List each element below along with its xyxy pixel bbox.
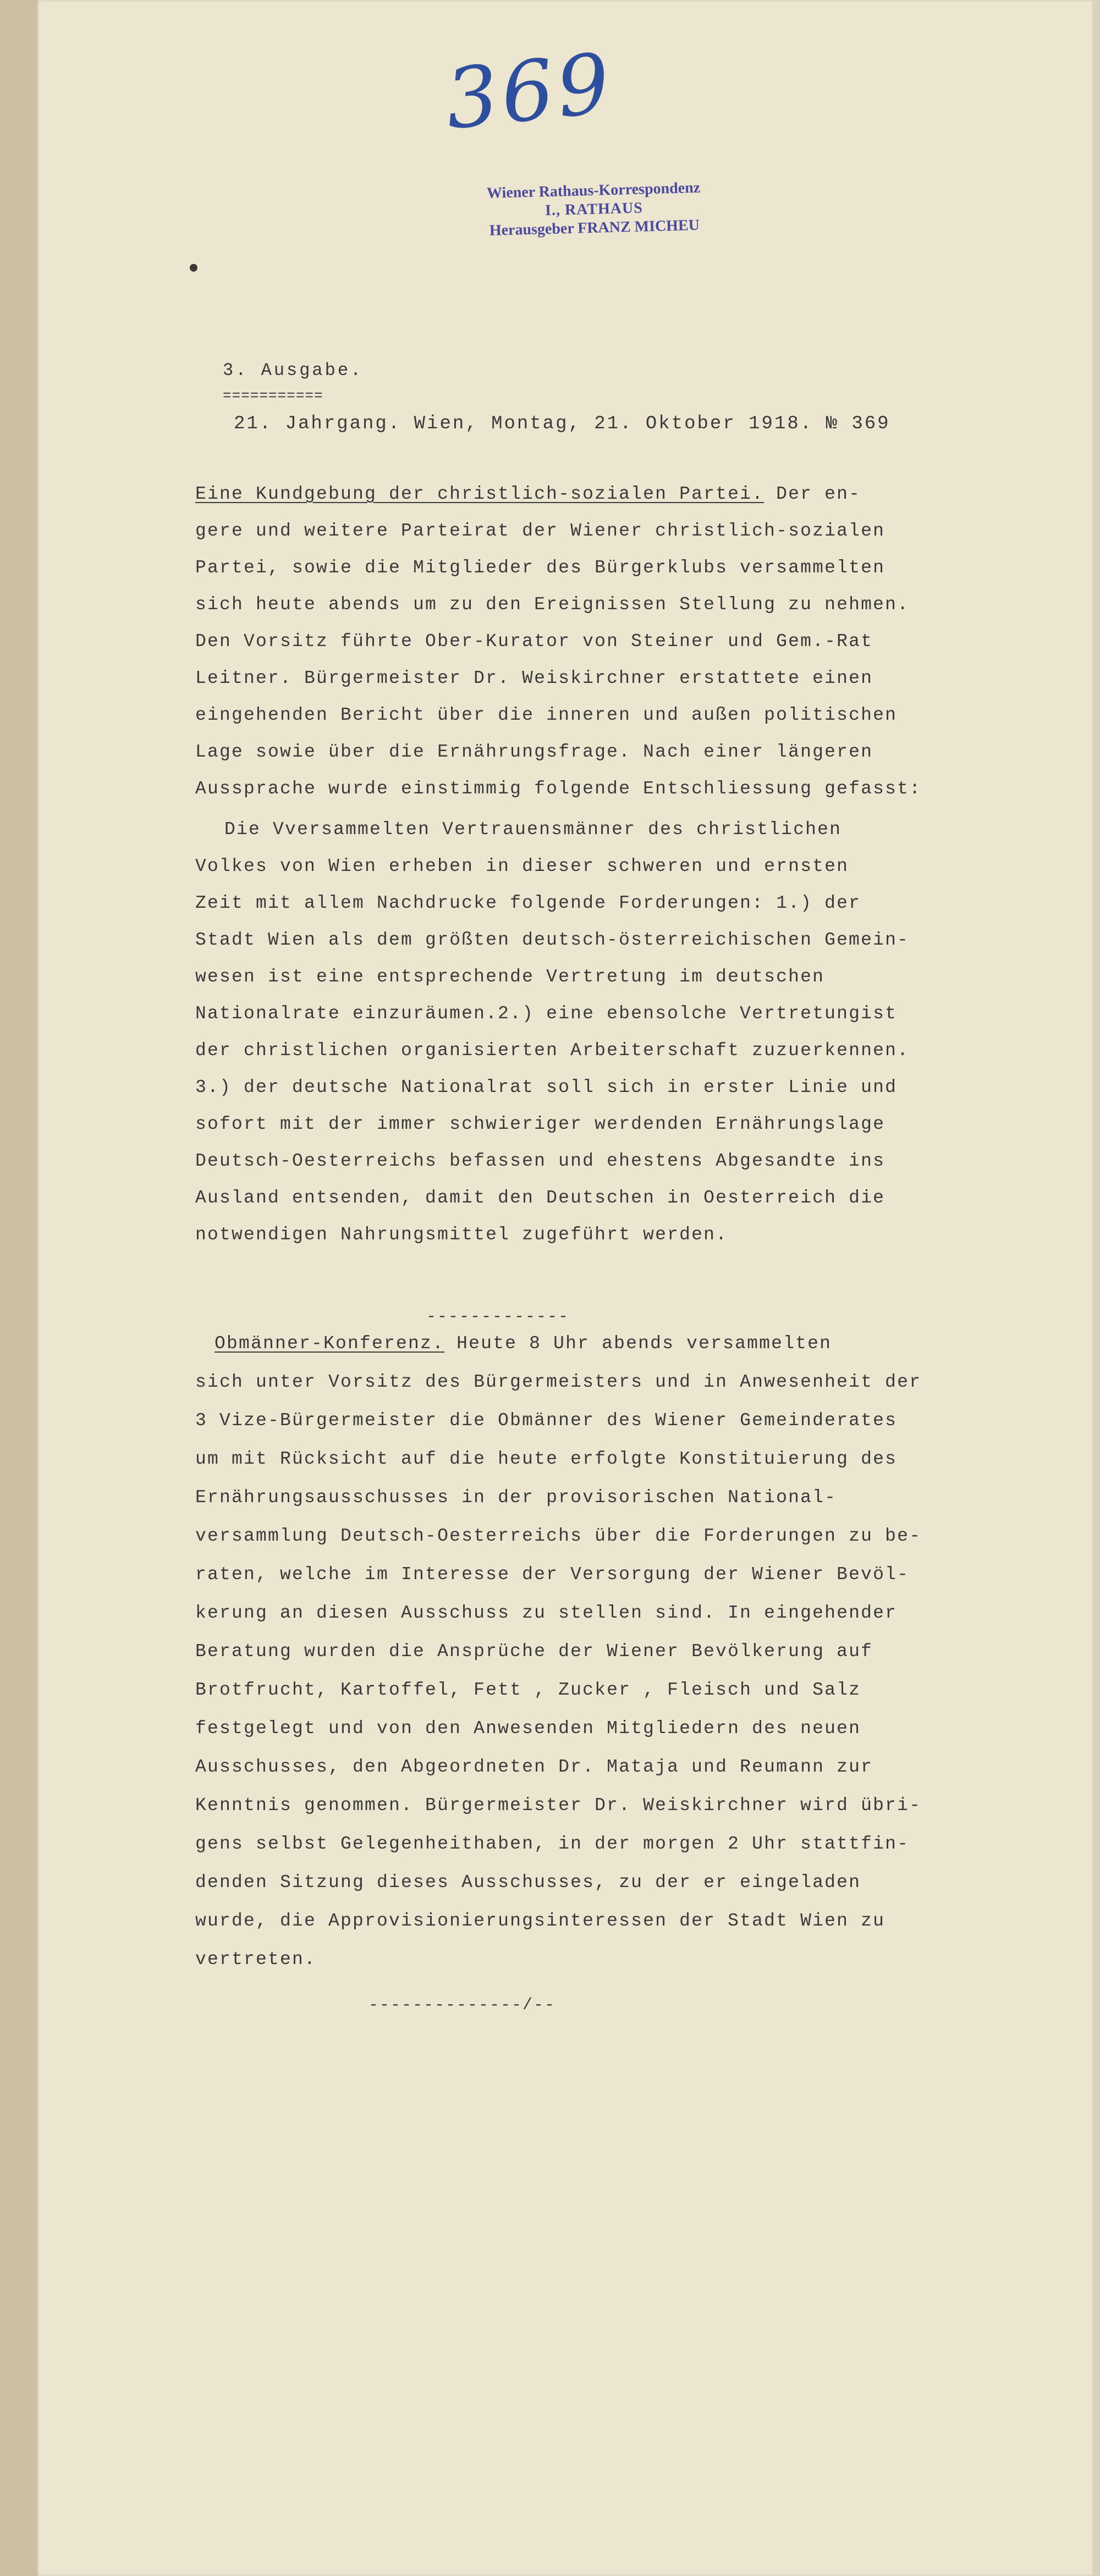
article2-line: vertreten. [195, 1949, 317, 1970]
section-separator: ------------- [426, 1308, 570, 1326]
article1-line: Den Vorsitz führte Ober-Kurator von Steiner und Gem.-Rat [195, 631, 873, 652]
article2-first-line-rest: Heute 8 Uhr abends versammelten [444, 1333, 832, 1354]
edition-underline: =========== [223, 388, 323, 404]
article1-line: eingehenden Bericht über die inneren und außen politischen [195, 705, 898, 725]
article1-line: sich heute abends um zu den Ereignissen Stellung zu nehmen. [195, 594, 910, 615]
article1-line: sofort mit der immer schwieriger werdenden Ernährungslage [195, 1114, 886, 1134]
article2-line: Kenntnis genommen. Bürgermeister Dr. Weiskirchner wird übri- [195, 1795, 922, 1816]
article1-first-line-rest: Der en- [764, 484, 861, 504]
article1-line: Deutsch-Oesterreichs befassen und ehestens Abgesandte ins [195, 1151, 886, 1171]
publisher-stamp [439, 178, 749, 242]
article2-line: Ernährungsausschusses in der provisorischen National- [195, 1487, 837, 1508]
article1-line: Stadt Wien als dem größten deutsch-österreichischen Gemein- [195, 930, 910, 950]
article1-line: wesen ist eine entsprechende Vertretung im deutschen [195, 967, 825, 987]
article1-first-line [195, 484, 861, 504]
article2-line: festgelegt und von den Anwesenden Mitgliedern des neuen [195, 1718, 861, 1739]
article2-line: sich unter Vorsitz des Bürgermeisters und in Anwesenheit der [195, 1372, 922, 1392]
article1-line: Leitner. Bürgermeister Dr. Weiskirchner erstattete einen [195, 668, 873, 688]
document-page [37, 0, 1093, 2576]
article1-line: Aussprache wurde einstimmig folgende Entschliessung gefasst: [195, 779, 922, 799]
dateline: 21. Jahrgang. Wien, Montag, 21. Oktober 1918. № 369 [234, 413, 890, 434]
end-separator: --------------/-- [369, 1996, 556, 2015]
article1-heading: Eine Kundgebung der christlich-sozialen Partei. [195, 484, 765, 504]
article1-line: Zeit mit allem Nachdrucke folgende Forderungen: 1.) der [195, 893, 861, 913]
article2-line: Brotfrucht, Kartoffel, Fett , Zucker , Fleisch und Salz [195, 1680, 861, 1700]
article1-line: notwendigen Nahrungsmittel zugeführt werden. [195, 1224, 728, 1245]
edition-label: 3. Ausgabe. [223, 360, 364, 380]
scan-background-strip [0, 0, 37, 2576]
article2-line: um mit Rücksicht auf die heute erfolgte Konstituierung des [195, 1449, 898, 1469]
article1-line: 3.) der deutsche Nationalrat soll sich in erster Linie und [195, 1077, 898, 1097]
article1-line: Nationalrate einzuräumen.2.) eine ebensolche Vertretungist [195, 1003, 898, 1024]
article2-line: kerung an diesen Ausschuss zu stellen sind. In eingehender [195, 1603, 898, 1623]
punch-hole-mark [190, 264, 197, 272]
article1-line: Volkes von Wien erheben in dieser schweren und ernsten [195, 856, 849, 876]
article2-heading: Obmänner-Konferenz. [215, 1333, 445, 1354]
stamp-line-1: Wiener Rathaus-Korrespondenz [486, 179, 701, 202]
article1-line: Ausland entsenden, damit den Deutschen in Oesterreich die [195, 1188, 886, 1208]
article1-line: gere und weitere Parteirat der Wiener christlich-sozialen [195, 521, 886, 541]
article2-line: wurde, die Approvisionierungsinteressen der Stadt Wien zu [195, 1911, 886, 1931]
article2-line: Ausschusses, den Abgeordneten Dr. Mataja und Reumann zur [195, 1757, 873, 1777]
article1-line: der christlichen organisierten Arbeiterschaft zuzuerkennen. [195, 1040, 910, 1061]
article1-line: Partei, sowie die Mitglieder des Bürgerklubs versammelten [195, 558, 886, 578]
article1-line: Lage sowie über die Ernährungsfrage. Nach einer längeren [195, 742, 873, 762]
article2-line: raten, welche im Interesse der Versorgung der Wiener Bevöl- [195, 1564, 910, 1585]
article2-line: gens selbst Gelegenheithaben, in der morgen 2 Uhr stattfin- [195, 1834, 910, 1854]
stamp-line-2: I., RATHAUS [544, 199, 644, 219]
stamp-line-3: Herausgeber FRANZ MICHEU [489, 216, 700, 239]
article2-first-line [215, 1333, 832, 1354]
article2-line: denden Sitzung dieses Ausschusses, zu der er eingeladen [195, 1872, 861, 1893]
article2-line: 3 Vize-Bürgermeister die Obmänner des Wiener Gemeinderates [195, 1410, 898, 1431]
article1-line: Die Vversammelten Vertrauensmänner des christlichen [176, 819, 842, 840]
article2-line: versammlung Deutsch-Oesterreichs über die Forderungen zu be- [195, 1526, 922, 1546]
article2-line: Beratung wurden die Ansprüche der Wiener Bevölkerung auf [195, 1641, 873, 1662]
handwritten-archive-number: 369 [441, 35, 618, 148]
